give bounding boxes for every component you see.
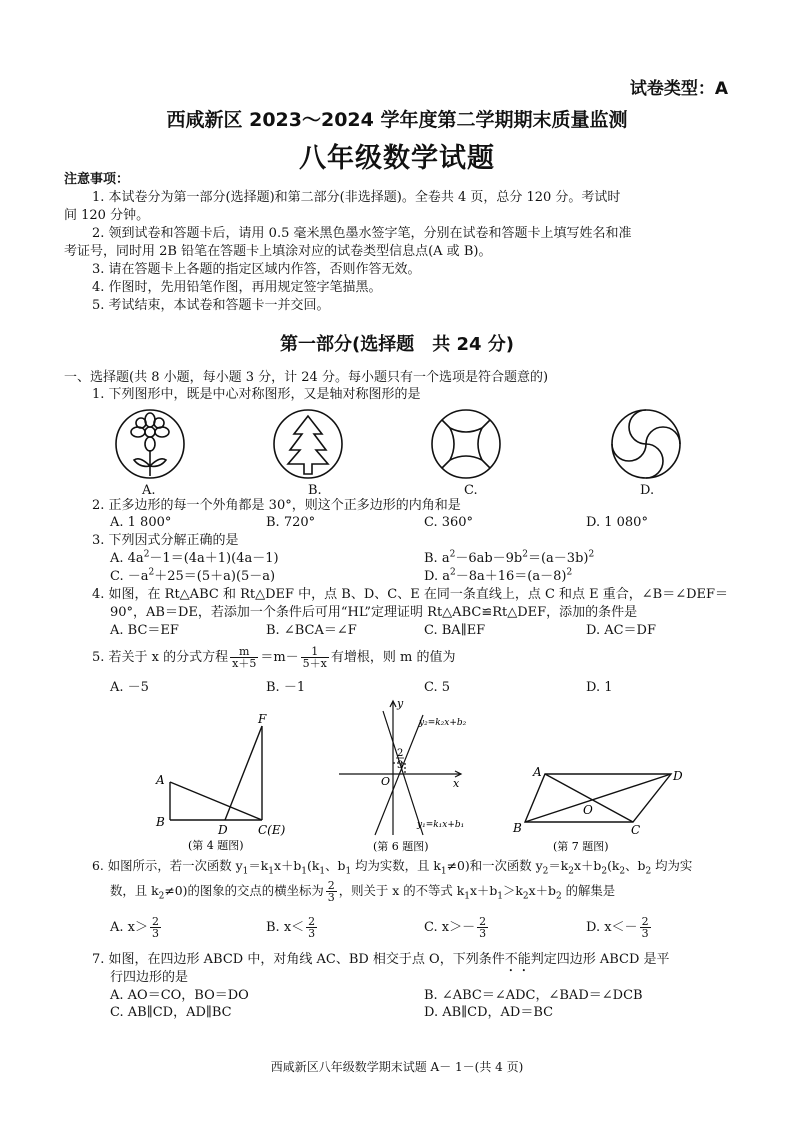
question-7-line1: 7. 如图，在四边形 ABCD 中，对角线 AC、BD 相交于点 O，下列条件不能判定四边形 ABCD 是平	[92, 952, 670, 967]
question-6-line2: 数，且 $k_2\ne 0$)的图象的交点的横坐标为 $\frac{2}{3}$ ，则关于 x 的不等式 $k_1x+b_1>k_2x+b_2$ 的解集是	[110, 879, 616, 904]
q2-option-b: B. 720°	[266, 515, 316, 530]
q2-option-a: A. 1 800°	[110, 515, 172, 530]
q1-option-b: B.	[308, 483, 322, 498]
notice-item: 4. 作图时，先用铅笔作图，再用规定签字笔描黑。	[92, 280, 382, 295]
q2-option-d: D. 1 080°	[586, 515, 648, 530]
q4-option-c: C. BA∥EF	[424, 623, 486, 638]
label-O: O	[583, 803, 593, 817]
label-B: B	[156, 815, 165, 829]
question-6-line1: 6. 如图所示，若一次函数 $y_1=k_1x+b_1(k_1$、$b_1$ 均为实数，且 $k_1\ne 0$)和一次函数 $y_2=k_2x+b_2(k_2$、$b_2$ 均为实	[92, 858, 693, 877]
fraction: $\frac{2}{3}$	[327, 879, 335, 904]
notice-heading: 注意事项：	[64, 172, 130, 187]
question-4-line1: 4. 如图，在 Rt△ABC 和 Rt△DEF 中，点 B、D、C、E 在同一条直线上，点 C 和点 E 重合，∠B＝∠DEF＝	[92, 587, 729, 602]
q7-option-a: A. AO＝CO，BO＝DO	[110, 988, 249, 1003]
label-A: A	[156, 773, 165, 787]
axis-x-label: x	[453, 777, 460, 790]
q3-option-c: C. $-a^2+25=(5+a)(5-a)$	[110, 567, 276, 584]
notice-item: 间 120 分钟。	[64, 208, 150, 223]
question-3-stem: 3. 下列因式分解正确的是	[92, 533, 239, 548]
notice-item: 2. 领到试卷和答题卡后，请用 0.5 毫米黑色墨水签字笔，分别在试卷和答题卡上填写姓名和准	[92, 226, 632, 241]
label-C: C	[631, 823, 641, 837]
label-D: D	[218, 823, 228, 837]
q4-option-d: D. AC＝DF	[586, 623, 657, 638]
notice-item: 3. 请在答题卡上各题的指定区域内作答，否则作答无效。	[92, 262, 421, 277]
q1-option-c: C.	[464, 483, 478, 498]
q2-option-c: C. 360°	[424, 515, 474, 530]
frac-denominator: 3	[397, 760, 404, 771]
exam-subject-title: 八年级数学试题	[299, 143, 495, 174]
question-1-figures	[108, 406, 708, 498]
q1-option-d: D.	[640, 483, 655, 498]
paper-type-label: 试卷类型：A	[629, 79, 728, 99]
label-CE: C(E)	[258, 823, 286, 837]
flower-figure	[116, 410, 184, 478]
origin-label: O	[381, 775, 391, 788]
concave-square-figure	[432, 410, 500, 478]
q6-option-c: C. x＞－ $\frac{2}{3}$	[424, 915, 487, 940]
q7-option-d: D. AB∥CD，AD＝BC	[424, 1005, 554, 1020]
label-F: F	[258, 712, 267, 726]
q5-option-c: C. 5	[424, 680, 451, 695]
q3-option-a: A. $4a^2-1=(4a+1)(4a-1)$	[110, 549, 279, 566]
line-y1-label: y₁=k₁x+b₁	[417, 820, 465, 830]
question-5-stem: 5. 若关于 x 的分式方程 $\frac{m}{x+5}$ ＝m－ $\frac{1}{5+x}$ 有增根，则 m 的值为	[92, 645, 456, 670]
q7-option-c: C. AB∥CD，AD∥BC	[110, 1005, 232, 1020]
pinwheel-figure	[612, 410, 680, 478]
q6-option-d: D. x＜－ $\frac{2}{3}$	[586, 915, 649, 940]
q5-option-d: D. 1	[586, 680, 613, 695]
notice-item: 考证号，同时用 2B 铅笔在答题卡上填涂对应的试卷类型信息点(A 或 B)。	[64, 244, 492, 259]
q3-option-b: B. $a^2-6ab-9b^2=(a-3b)^2$	[424, 549, 595, 566]
frac-numerator: 2	[397, 748, 404, 759]
label-A: A	[533, 765, 542, 779]
q1-option-a: A.	[142, 483, 156, 498]
fraction: $\frac{1}{5+x}$	[302, 645, 327, 670]
q3-option-d: D. $a^2-8a+16=(a-8)^2$	[424, 567, 573, 584]
question-4-line2: 90°，AB＝DE，若添加一个条件后可用“HL”定理证明 Rt△ABC≌Rt△DEF，添加的条件是	[110, 605, 638, 620]
part-instruction: 一、选择题(共 8 小题，每小题 3 分，计 24 分。每小题只有一个选项是符合题意的)	[64, 370, 549, 385]
figure-7-parallelogram	[505, 760, 683, 855]
axis-y-label: y	[397, 697, 404, 710]
figure-6-linear-functions	[335, 695, 475, 855]
question-7-line2: 行四边形的是	[110, 970, 189, 985]
question-2-stem: 2. 正多边形的每一个外角都是 30°，则这个正多边形的内角和是	[92, 498, 461, 513]
figure-4-triangles	[150, 708, 290, 858]
label-D: D	[673, 769, 683, 783]
line-y2-label: y₂=k₂x+b₂	[419, 718, 467, 728]
question-1-stem: 1. 下列图形中，既是中心对称图形，又是轴对称图形的是	[92, 387, 421, 402]
figure-6-caption: (第 6 题图)	[373, 840, 429, 853]
figure-4-caption: (第 4 题图)	[188, 839, 244, 852]
q7-option-b: B. ∠ABC＝∠ADC，∠BAD＝∠DCB	[424, 988, 643, 1003]
exam-title: 西咸新区 2023～2024 学年度第二学期期末质量监测	[166, 109, 628, 131]
q6-option-a: A. x＞ $\frac{2}{3}$	[110, 915, 159, 940]
page-footer: 西咸新区八年级数学期末试题 A－ 1－(共 4 页)	[270, 1060, 524, 1074]
tree-figure	[274, 410, 342, 478]
notice-item: 5. 考试结束，本试卷和答题卡一并交回。	[92, 298, 330, 313]
q4-option-a: A. BC＝EF	[110, 623, 179, 638]
section-title: 第一部分(选择题 共 24 分)	[279, 334, 515, 355]
q6-option-b: B. x＜ $\frac{2}{3}$	[266, 915, 316, 940]
q5-option-b: B. －1	[266, 680, 306, 695]
label-B: B	[513, 821, 522, 835]
q5-option-a: A. －5	[110, 680, 149, 695]
figure-7-caption: (第 7 题图)	[553, 840, 609, 853]
notice-item: 1. 本试卷分为第一部分(选择题)和第二部分(非选择题)。全卷共 4 页，总分 120 分。考试时	[92, 190, 621, 205]
q4-option-b: B. ∠BCA＝∠F	[266, 623, 357, 638]
fraction: $\frac{m}{x+5}$	[232, 645, 257, 670]
